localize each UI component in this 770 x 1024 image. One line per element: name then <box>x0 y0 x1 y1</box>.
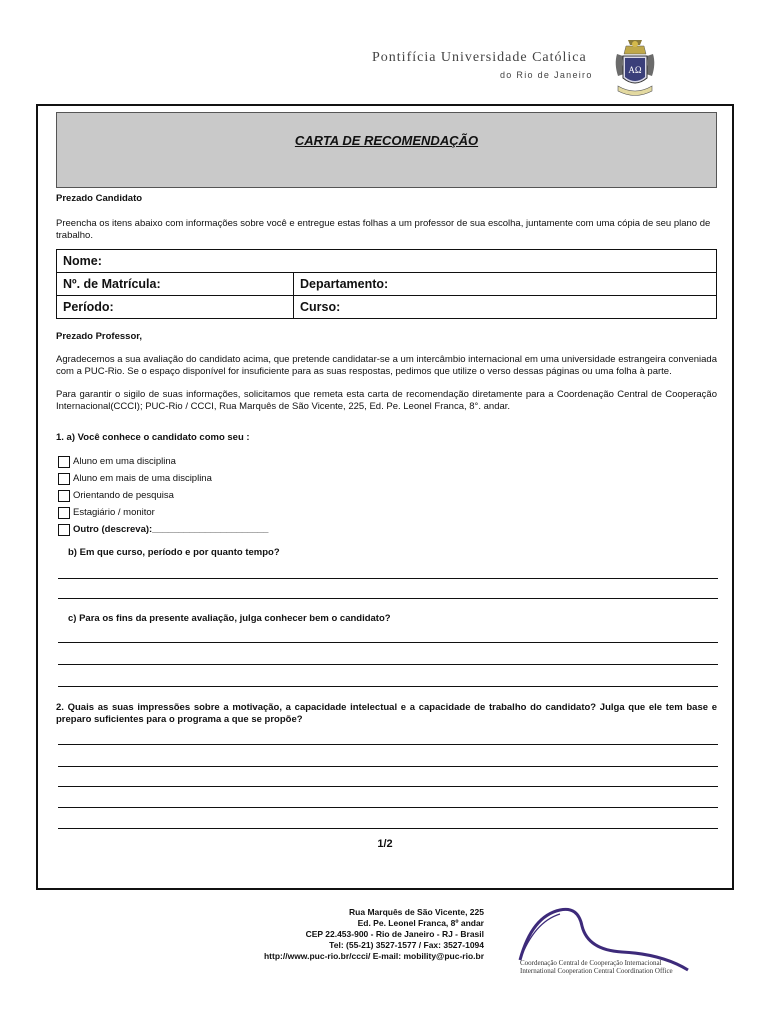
answer-line[interactable] <box>58 598 718 599</box>
ccci-line-en: International Cooperation Central Coordination Office <box>520 967 673 975</box>
question-1b: b) Em que curso, período e por quanto tempo? <box>68 547 280 558</box>
option-estagiario[interactable] <box>58 506 155 519</box>
field-curso[interactable]: Curso: <box>294 296 717 319</box>
puc-crest-logo <box>612 36 658 100</box>
option-orientando[interactable] <box>58 489 174 502</box>
form-title: CARTA DE RECOMENDAÇÃO <box>294 133 479 148</box>
answer-line[interactable] <box>58 686 718 687</box>
checkbox[interactable] <box>58 524 70 536</box>
option-label: Estagiário / monitor <box>73 507 155 518</box>
ccci-text <box>520 959 673 975</box>
answer-line[interactable] <box>58 664 718 665</box>
checkbox[interactable] <box>58 473 70 485</box>
candidate-info-table <box>56 249 717 319</box>
address-line: Rua Marquês de São Vicente, 225 <box>349 907 484 917</box>
checkbox[interactable] <box>58 490 70 502</box>
address-line: CEP 22.453-900 - Rio de Janeiro - RJ - Brasil <box>305 929 484 939</box>
field-matricula[interactable]: Nº. de Matrícula: <box>57 273 294 296</box>
answer-line[interactable] <box>58 578 718 579</box>
checkbox[interactable] <box>58 507 70 519</box>
professor-paragraph-1: Agradecemos a sua avaliação do candidato acima, que pretende candidatar-se a um intercâmbio internacional em uma universidade estrangeira conveniada com a PUC-Rio. Se o espaço disponível for insuficiente para as suas respostas, pedimos que utilize o verso dessas páginas ou uma folha à parte. <box>56 354 717 377</box>
page-number: 1/2 <box>377 838 393 850</box>
question-2: 2. Quais as suas impressões sobre a motivação, a capacidade intelectual e a capacidade de trabalho do candidato? Julga que ele tem base e preparo suficientes para o programa a que se propõe? <box>56 702 717 725</box>
answer-line[interactable] <box>58 744 718 745</box>
field-departamento[interactable]: Departamento: <box>294 273 717 296</box>
answer-line[interactable] <box>58 786 718 787</box>
option-aluno-disciplina[interactable] <box>58 455 176 468</box>
candidate-instructions: Preencha os itens abaixo com informações sobre você e entregue estas folhas a um professor de sua escolha, juntamente com uma cópia de seu plano de trabalho. <box>56 218 711 241</box>
university-name: Pontifícia Universidade Católica <box>372 50 587 65</box>
answer-line[interactable] <box>58 828 718 829</box>
answer-line[interactable] <box>58 642 718 643</box>
question-1c: c) Para os fins da presente avaliação, julga conhecer bem o candidato? <box>68 613 391 624</box>
option-label: Aluno em mais de uma disciplina <box>73 473 212 484</box>
question-1a: 1. a) Você conhece o candidato como seu : <box>56 432 250 443</box>
footer-address <box>240 907 484 962</box>
answer-line[interactable] <box>58 766 718 767</box>
professor-paragraph-2: Para garantir o sigilo de suas informações, solicitamos que remeta esta carta de recomendação diretamente para a Coordenação Central de Cooperação Internacional(CCCI); PUC-Rio / CCCI, Rua Marquês de São Vicente, 225, Ed. Pe. Leonel Franca, 8°. andar. <box>56 389 717 412</box>
answer-line[interactable] <box>58 807 718 808</box>
title-box <box>56 112 717 188</box>
candidate-salutation: Prezado Candidato <box>56 193 143 204</box>
field-periodo[interactable]: Período: <box>57 296 294 319</box>
address-line: Ed. Pe. Leonel Franca, 8º andar <box>357 918 484 928</box>
option-outro[interactable] <box>58 523 268 536</box>
field-nome[interactable]: Nome: <box>57 250 717 273</box>
option-label: Outro (descreva):______________________ <box>73 524 269 535</box>
svg-text:AΩ: AΩ <box>628 65 642 75</box>
address-line[interactable]: http://www.puc-rio.br/ccci/ E-mail: mobility@puc-rio.br <box>263 951 484 961</box>
option-label: Orientando de pesquisa <box>73 490 174 501</box>
university-subtitle: do Rio de Janeiro <box>500 70 593 80</box>
ccci-line-pt: Coordenação Central de Cooperação Internacional <box>520 959 662 967</box>
option-label: Aluno em uma disciplina <box>73 456 176 467</box>
address-line: Tel: (55-21) 3527-1577 / Fax: 3527-1094 <box>329 940 484 950</box>
professor-salutation: Prezado Professor, <box>56 331 143 342</box>
option-aluno-mais-disciplinas[interactable] <box>58 472 212 485</box>
checkbox[interactable] <box>58 456 70 468</box>
